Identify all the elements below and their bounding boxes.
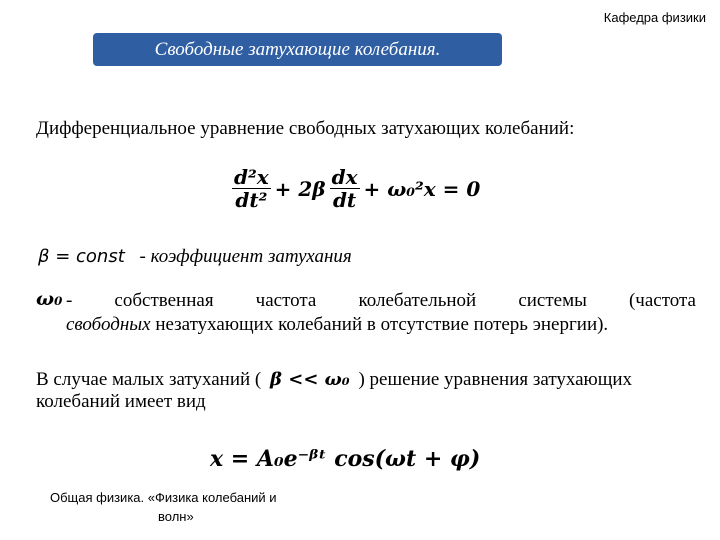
fraction-numerator: dx [331, 165, 358, 189]
equation-term: + ω₀²x = 0 [363, 176, 481, 201]
footer-line2: волн» [158, 509, 194, 524]
small-damping-formula: β << ω₀ [270, 369, 350, 390]
omega-definition-rest: незатухающих колебаний в отсутствие потерь энергии). [150, 314, 609, 335]
intro-text: Дифференциальное уравнение свободных затухающих колебаний: [36, 118, 575, 139]
omega-definition-line1 [66, 290, 696, 311]
small-damping-after: ) решение уравнения затухающих [358, 369, 633, 390]
fraction-numerator: d²x [234, 165, 269, 189]
beta-description: - коэффициент затухания [139, 246, 352, 267]
omega-symbol: ω₀ [36, 288, 63, 310]
small-damping-line1 [36, 368, 632, 391]
omega-definition-text: - собственная частота колебательной системы (частота [66, 290, 696, 311]
omega-definition-line2 [66, 314, 608, 335]
footer-citation [50, 488, 350, 526]
second-derivative-fraction [232, 166, 271, 211]
first-derivative-fraction [330, 166, 360, 211]
slide-title-bar [93, 33, 502, 66]
small-damping-before: В случае малых затуханий ( [36, 369, 262, 390]
differential-equation [232, 166, 480, 211]
beta-formula: β = const [38, 246, 125, 267]
omega-italic-word: свободных [66, 314, 151, 335]
slide-title: Свободные затухающие колебания. [154, 38, 441, 60]
footer-line1: Общая физика. «Физика колебаний и [50, 490, 277, 505]
equation-term: + 2β [274, 176, 326, 201]
small-damping-line2: колебаний имеет вид [36, 391, 206, 412]
solution-equation: x = A₀e⁻ᵝᵗ cos(ωt + φ) [210, 446, 481, 472]
fraction-denominator: dt [332, 188, 357, 212]
department-label: Кафедра физики [603, 10, 706, 25]
fraction-denominator: dt² [235, 188, 268, 212]
beta-definition [38, 246, 352, 268]
